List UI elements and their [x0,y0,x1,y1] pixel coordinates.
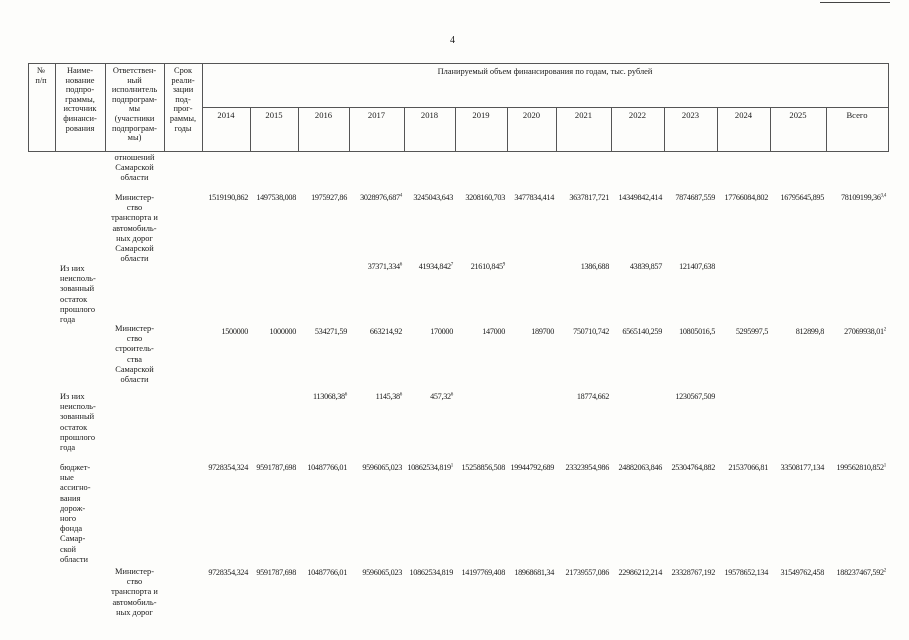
year-header: 2024 [734,110,753,120]
value-cell: 9596065,023 [362,463,402,472]
value-cell: 19578652,134 [724,568,768,577]
value-cell: 1000000 [269,327,296,336]
value-cell: 3637817,721 [569,193,609,202]
value-cell: 170000 [430,327,453,336]
exec-transport-ministry-2: Министер- ство транспорта и автомобиль- ных дорог [111,567,158,617]
value-cell: 188237467,592$^2$ [836,568,886,577]
exec-construction-ministry: Министер- ство строитель- ства Самарской области [115,324,154,385]
value-cell: 663214,92 [369,327,402,336]
value-cell: 31549762,458 [780,568,824,577]
value-cell: 812899,8 [795,327,824,336]
year-header: 2016 [314,110,333,120]
value-cell: 1500000 [221,327,248,336]
unused-balance-label-2: Из них неисполь- зованный остаток прошлого года [60,392,96,453]
header-num: № п/п [35,66,47,85]
page-number: 4 [450,35,455,46]
road-fund-label: бюджет- ные ассигно- вания дорож- ного фонда Самар- ской области [60,463,91,564]
unused-balance-label-1: Из них неисполь- зованный остаток прошлого года [60,264,96,325]
value-cell: 10487766,01 [307,568,347,577]
value-cell: 21610,845$^9$ [470,262,505,271]
value-cell: 23328767,192 [671,568,715,577]
year-header: 2018 [420,110,439,120]
value-cell: 41934,842$^7$ [418,262,453,271]
value-cell: 10862534,819$^1$ [407,463,453,472]
value-cell: 9591787,698 [256,463,296,472]
value-cell: 15258856,508 [461,463,505,472]
year-header: 2021 [574,110,593,120]
value-cell: 9596065,023 [362,568,402,577]
value-cell: 199562810,852$^1$ [836,463,886,472]
top-edge-line [820,2,890,3]
year-header: 2015 [265,110,283,120]
year-header: 2019 [472,110,490,120]
value-cell: 3028976,687$^4$ [360,193,402,202]
value-cell: 18968681,34 [514,568,554,577]
value-cell: 457,32$^6$ [430,392,453,401]
value-cell: 1230567,509 [675,392,715,401]
header-term: Срок реали- зации под- прог- раммы, годы [169,66,197,133]
value-cell: 10487766,01 [307,463,347,472]
value-cell: 189700 [531,327,554,336]
value-cell: 5295997,5 [735,327,768,336]
value-cell: 37371,334$^6$ [367,262,402,271]
year-header: 2017 [367,110,386,120]
year-header: 2025 [789,110,807,120]
year-header: 2020 [522,110,541,120]
value-cell: 10862534,819 [409,568,453,577]
value-cell: 1497538,008 [256,193,296,202]
year-header: 2022 [628,110,647,120]
value-cell: 9591787,698 [256,568,296,577]
value-cell: 1519190,862 [208,193,248,202]
value-cell: 18774,662 [576,392,609,401]
value-cell: 1386,688 [580,262,609,271]
value-cell: 147000 [482,327,505,336]
value-cell: 534271,59 [314,327,347,336]
value-cell: 3208160,703 [465,193,505,202]
value-cell: 3245043,643 [413,193,453,202]
exec-transport-ministry: Министер- ство транспорта и автомобиль- ных дорог Самарской области [111,193,158,264]
value-cell: 14197769,408 [461,568,505,577]
value-cell: 33508177,134 [780,463,824,472]
value-cell: 27069938,01$^2$ [844,327,886,336]
value-cell: 21739557,086 [565,568,609,577]
value-cell: 10805016,5 [679,327,715,336]
header-name: Наиме- нование подпро- граммы, источник финанси- рования [63,66,97,133]
value-cell: 23323954,986 [565,463,609,472]
value-cell: 22986212,214 [618,568,662,577]
value-cell: 19944792,689 [510,463,554,472]
year-header: 2023 [681,110,700,120]
value-cell: 16795645,895 [780,193,824,202]
year-header: Всего [846,110,868,120]
header-planned-financing: Планируемый объем финансирования по годам, тыс. рублей [437,67,653,76]
value-cell: 1975927,86 [311,193,347,202]
value-cell: 7874687,559 [675,193,715,202]
value-cell: 6565140,259 [622,327,662,336]
value-cell: 113068,38$^6$ [313,392,347,401]
value-cell: 9728354,324 [208,463,248,472]
value-cell: 43839,857 [629,262,662,271]
value-cell: 1145,38$^6$ [375,392,402,401]
year-header: 2014 [217,110,235,120]
header-executor: Ответствен- ный исполнитель подпрограм- мы (участники подпрограм- мы) [111,66,158,143]
value-cell: 78109199,36$^{3,4}$ [840,193,886,202]
value-cell: 14349842,414 [618,193,662,202]
value-cell: 17766084,802 [724,193,768,202]
value-cell: 21537066,81 [728,463,768,472]
value-cell: 25304764,882 [671,463,715,472]
value-cell: 121407,638 [679,262,715,271]
value-cell: 24882063,846 [618,463,662,472]
value-cell: 750710,742 [573,327,609,336]
exec-continuation: отношений Самарской области [114,153,155,183]
value-cell: 3477834,414 [514,193,554,202]
value-cell: 9728354,324 [208,568,248,577]
